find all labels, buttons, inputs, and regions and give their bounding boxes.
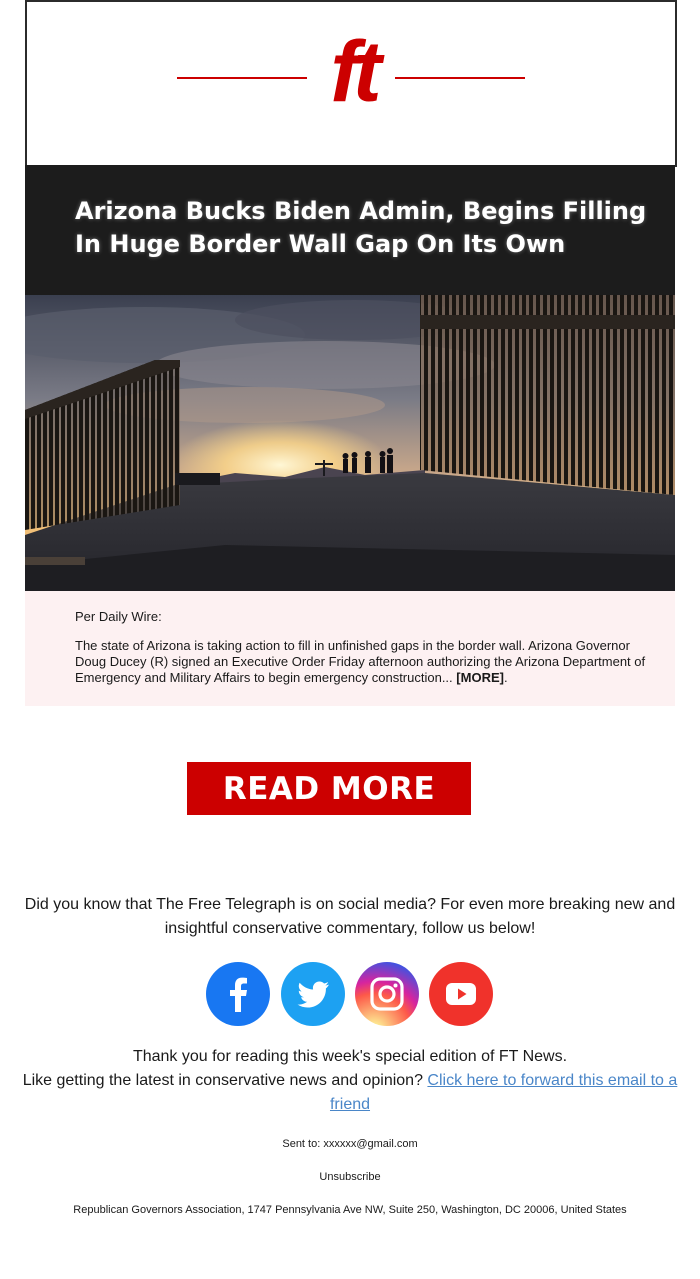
hero-image-illustration bbox=[25, 295, 675, 591]
excerpt-text: The state of Arizona is taking action to fill in unfinished gaps in the border wall. Arizona Governor Doug Ducey (R) signed an Executive Order Friday afternoon authorizing the Arizona Department of Emergency and Military Affairs to begin emergency construction... bbox=[75, 638, 646, 685]
article-title-box bbox=[25, 165, 675, 295]
thanks-line: Thank you for reading this week's special edition of FT News. bbox=[132, 1048, 568, 1065]
logo-line-right bbox=[395, 77, 525, 79]
article-title[interactable]: Arizona Bucks Biden Admin, Begins Filling In Huge Border Wall Gap On Its Own bbox=[75, 197, 647, 258]
logo-line-left bbox=[177, 77, 307, 79]
excerpt-body bbox=[75, 638, 660, 686]
forward-email-link[interactable]: Click here to forward this email to a friend bbox=[329, 1072, 678, 1113]
article-excerpt-box bbox=[25, 591, 675, 706]
read-more-button[interactable]: READ MORE bbox=[187, 762, 471, 815]
sent-to-line: Sent to: xxxxxx@gmail.com bbox=[282, 1138, 418, 1150]
sender-address: Republican Governors Association, 1747 Pennsylvania Ave NW, Suite 250, Washington, DC 20006, United States bbox=[73, 1204, 627, 1216]
more-suffix: . bbox=[503, 670, 508, 685]
facebook-icon[interactable] bbox=[206, 962, 270, 1026]
header-logo-box bbox=[25, 0, 677, 167]
youtube-icon[interactable] bbox=[429, 962, 493, 1026]
footer-thanks bbox=[20, 1045, 680, 1117]
unsubscribe-link[interactable]: Unsubscribe bbox=[319, 1171, 381, 1183]
twitter-icon[interactable] bbox=[281, 962, 345, 1026]
article-hero-image[interactable] bbox=[25, 295, 675, 591]
excerpt-source: Per Daily Wire: bbox=[75, 609, 162, 624]
instagram-icon[interactable] bbox=[355, 962, 419, 1026]
social-intro: Did you know that The Free Telegraph is on social media? For even more breaking new and insightful conservative commentary, follow us below! bbox=[24, 896, 676, 937]
more-link[interactable]: [MORE] bbox=[456, 670, 504, 685]
social-icons-row bbox=[206, 962, 496, 1026]
forward-prompt: Like getting the latest in conservative news and opinion? bbox=[22, 1072, 423, 1089]
ft-logo[interactable]: ft bbox=[330, 24, 376, 120]
